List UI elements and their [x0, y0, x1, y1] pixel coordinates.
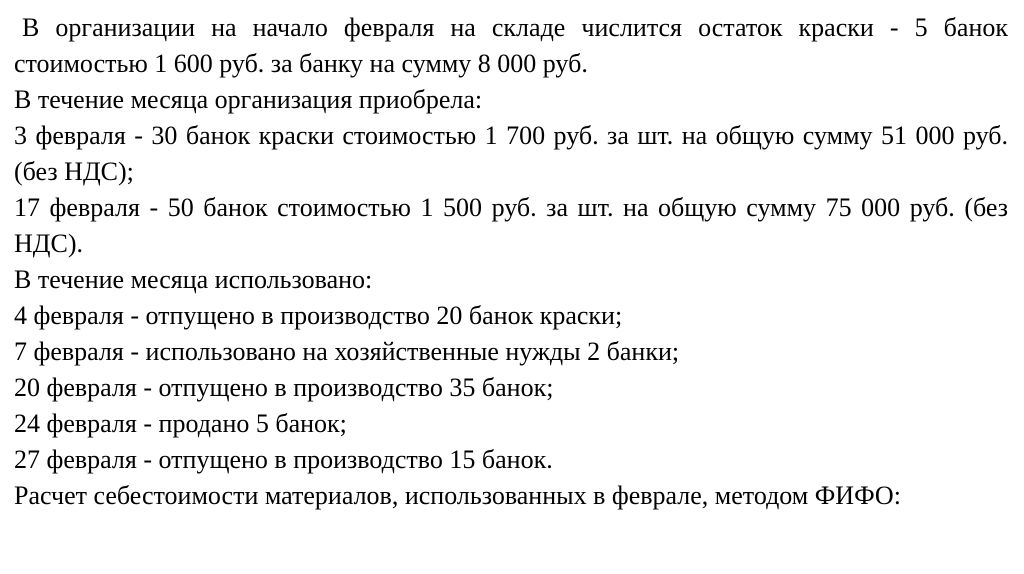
usage-feb-24: 24 февраля - продано 5 банок;	[14, 409, 347, 438]
usage-feb-7: 7 февраля - использовано на хозяйственные нужды 2 банки;	[14, 337, 680, 366]
usage-feb-27: 27 февраля - отпущено в производство 15 банок.	[14, 445, 553, 474]
purchase-feb-17: 17 февраля - 50 банок стоимостью 1 500 руб. за шт. на общую сумму 75 000 руб. (без НДС).	[14, 193, 1008, 258]
fifo-calculation-heading: Расчет себестоимости материалов, использованных в феврале, методом ФИФО:	[14, 481, 901, 510]
usage-feb-20: 20 февраля - отпущено в производство 35 банок;	[14, 373, 554, 402]
usage-heading: В течение месяца использовано:	[14, 265, 373, 294]
opening-balance-paragraph: В организации на начало февраля на складе числится остаток краски - 5 банок стоимостью 1 600 руб. за банку на сумму 8 000 руб.	[14, 13, 1008, 78]
purchase-feb-3: 3 февраля - 30 банок краски стоимостью 1 700 руб. за шт. на общую сумму 51 000 руб. (без НДС);	[14, 121, 1008, 186]
purchases-heading: В течение месяца организация приобрела:	[14, 85, 483, 114]
usage-feb-4: 4 февраля - отпущено в производство 20 банок краски;	[14, 301, 623, 330]
